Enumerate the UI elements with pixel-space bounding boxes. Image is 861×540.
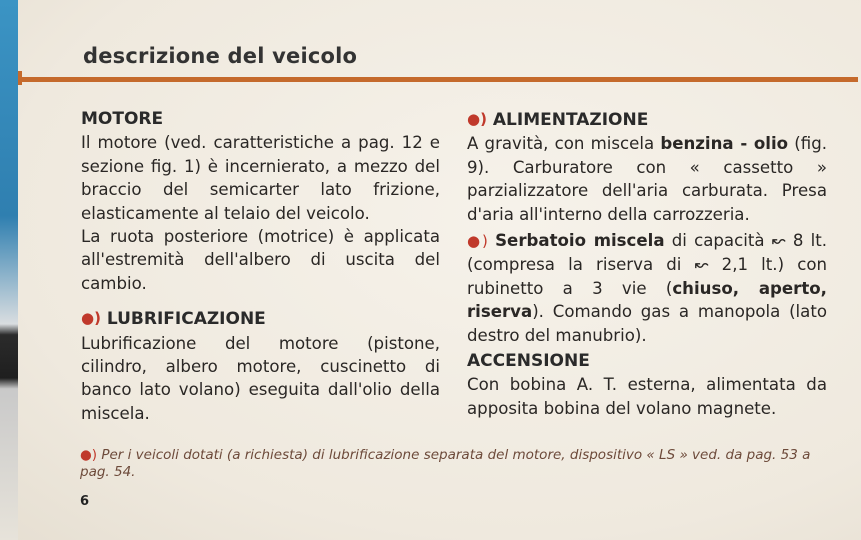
footnote-text: Per i veicoli dotati (a richiesta) di lubrificazione separata del motore, dispositivo « LS » ved. da pag. 53 a pag. 54. xyxy=(80,447,811,480)
lubrificazione-heading-text: LUBRIFICAZIONE xyxy=(106,309,266,330)
footnote-marker: ●) xyxy=(80,447,98,463)
alimentazione-text-a: A gravità, con miscela xyxy=(467,134,661,154)
alimentazione-heading xyxy=(467,108,827,132)
serbatoio-marker: ●) xyxy=(467,232,488,251)
accensione-heading: ACCENSIONE xyxy=(467,351,590,372)
serbatoio-bold: Serbatoio miscela xyxy=(495,231,665,251)
footnote xyxy=(80,447,830,481)
accensione-paragraph: Con bobina A. T. esterna, alimentata da apposita bobina del volano magnete. xyxy=(467,375,827,418)
serbatoio-text-d: ). Comando gas a manopola (lato destro del manubrio). xyxy=(467,302,827,345)
alimentazione-text-c: (fig. 9). Carburatore con « cassetto » parzializzatore dell'aria carburata. Presa d'aria all'interno della carrozzeria. xyxy=(467,134,827,224)
rubinetto-positions-bold: chiuso, aperto, riserva xyxy=(467,278,827,322)
motore-heading: MOTORE xyxy=(81,109,164,129)
page-edge xyxy=(0,0,18,540)
alimentazione-paragraph-1 xyxy=(467,132,827,226)
alimentazione-heading-text: ALIMENTAZIONE xyxy=(492,110,649,130)
page-number: 6 xyxy=(80,494,90,509)
motore-paragraph-2: La ruota posteriore (motrice) è applicata all'estremità dell'albero di uscita del cambio. xyxy=(81,227,440,293)
benzina-olio-bold: benzina - olio xyxy=(660,134,789,154)
lubrificazione-marker: ●) xyxy=(81,309,101,328)
serbatoio-text-b: di capacità ↜ 8 lt. (compresa la riserva di ↜ 2,1 lt.) con rubinetto a 3 vie ( xyxy=(467,231,827,298)
section-title: descrizione del veicolo xyxy=(83,44,358,68)
title-rule xyxy=(18,77,858,82)
lubrificazione-paragraph: Lubrificazione del motore (pistone, cilindro, albero motore, cuscinetto di banco lato volano) eseguita dall'olio della miscela. xyxy=(81,333,440,423)
left-column xyxy=(81,108,440,425)
motore-paragraph-1: Il motore (ved. caratteristiche a pag. 12 e sezione fig. 1) è incernierato, a mezzo del braccio del semicarter lato frizione, elasticamente al telaio del veicolo. xyxy=(81,133,440,223)
alimentazione-marker: ●) xyxy=(467,110,487,128)
serbatoio-paragraph xyxy=(467,229,827,347)
right-column xyxy=(467,108,827,420)
lubrificazione-heading xyxy=(81,307,440,331)
